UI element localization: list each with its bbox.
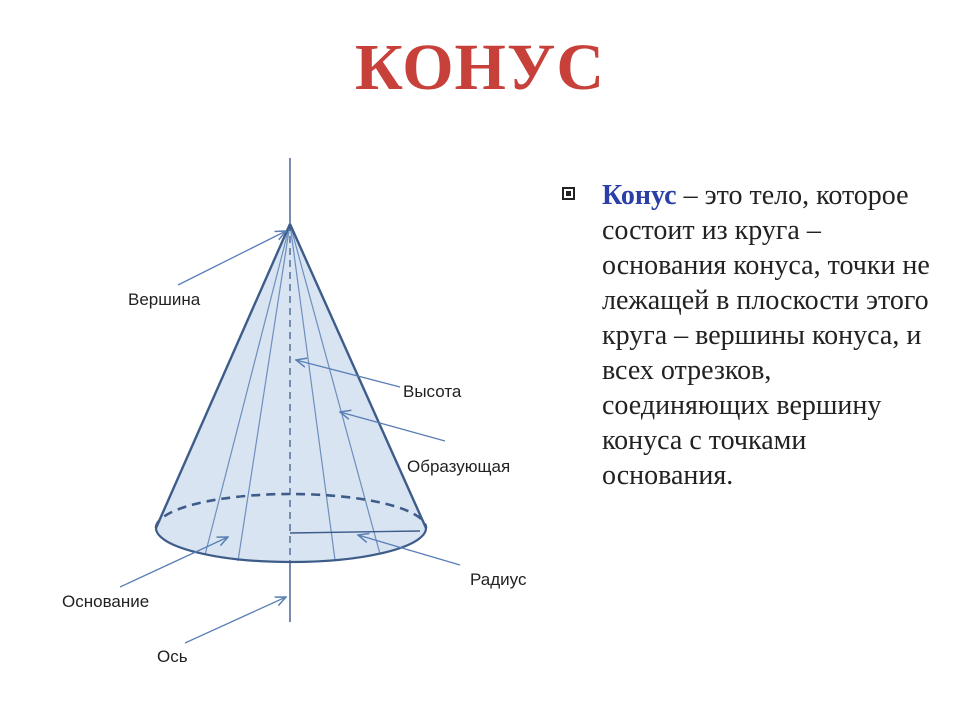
label-radius: Радиус [470, 570, 527, 589]
definition-term: Конус [602, 180, 677, 211]
label-height: Высота [403, 382, 462, 401]
page-title: КОНУС [355, 31, 605, 104]
definition-block [562, 178, 942, 493]
definition-body: – это тело, которое состоит из круга – основания конуса, точки не лежащей в плоскости этого круга – вершины конуса, и всех отрезков, соединяющих вершину конуса с точками основания. [602, 180, 930, 491]
definition-text [602, 178, 942, 493]
label-apex: Вершина [128, 290, 201, 309]
label-axis: Ось [157, 647, 188, 666]
bullet-icon [562, 187, 575, 200]
cone-body [156, 224, 426, 562]
label-base: Основание [62, 592, 150, 611]
label-generatrix: Образующая [407, 457, 511, 476]
axis-arrow [185, 597, 286, 643]
